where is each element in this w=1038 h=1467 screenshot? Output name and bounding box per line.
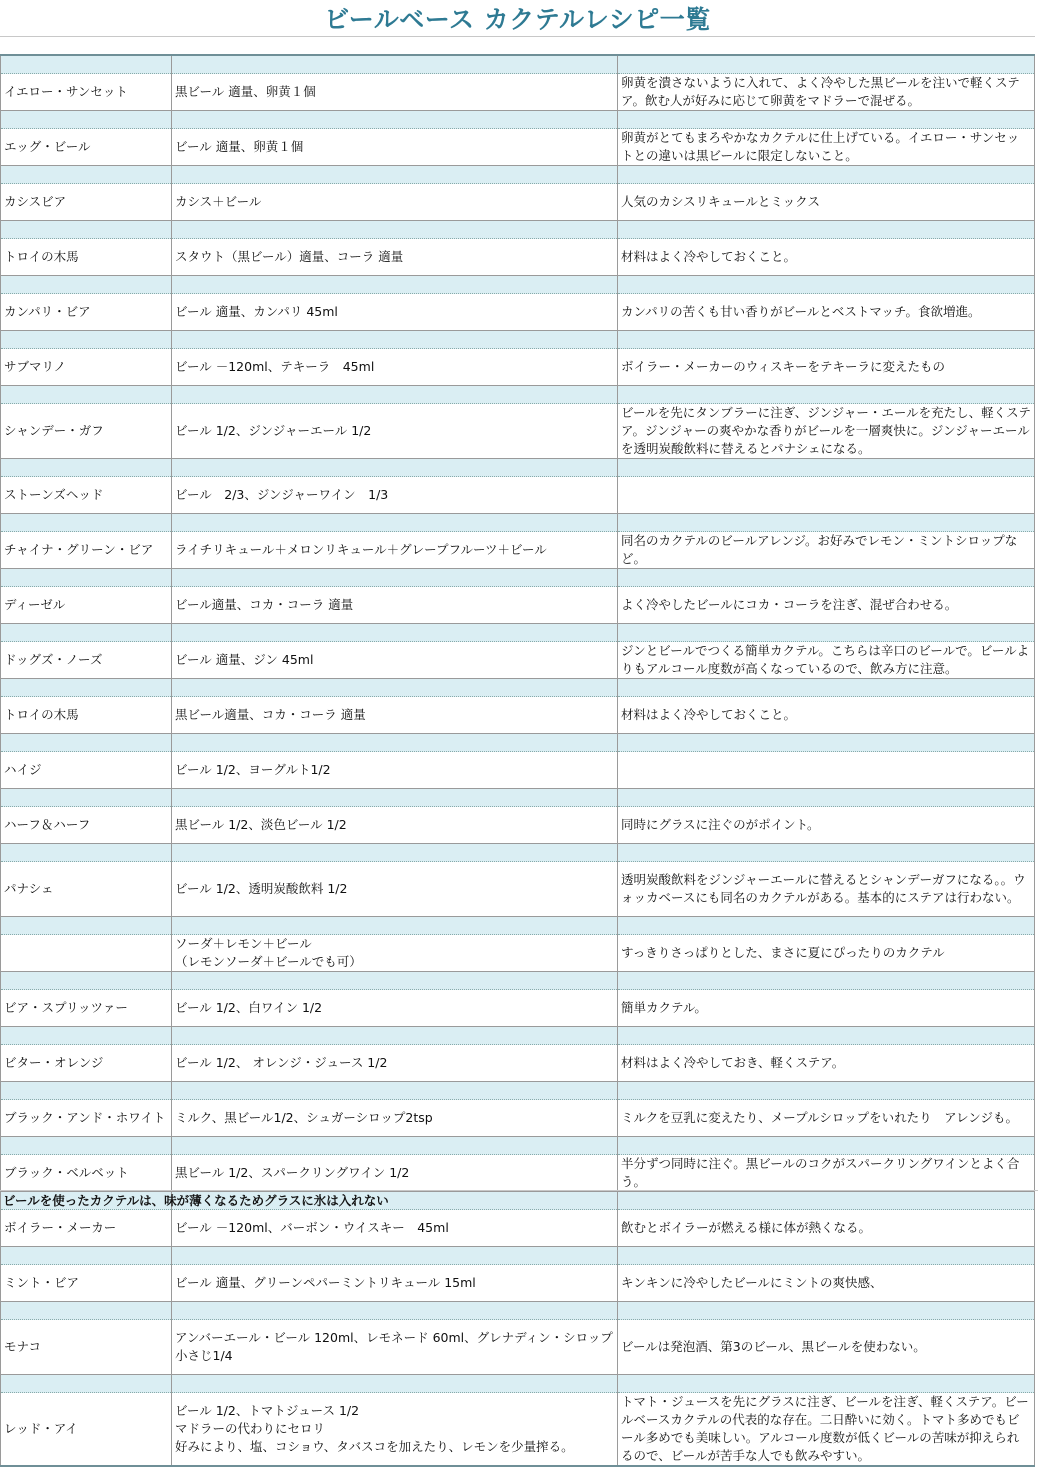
- band-row: [1, 166, 1035, 184]
- band-row: [1, 1027, 1035, 1045]
- ingredients-cell[interactable]: [172, 1393, 618, 1467]
- band-row: [1, 331, 1035, 349]
- band-row: [1, 221, 1035, 239]
- band-row: [1, 1247, 1035, 1265]
- band-cell[interactable]: [1, 1247, 172, 1265]
- description-cell[interactable]: ビールを先にタンブラーに注ぎ、ジンジャー・エールを充たし、軽くステア。ジンジャーの爽やかな香りがビールを一層爽快に。ジンジャーエールを透明炭酸飲料に替えるとパナシェになる。: [618, 404, 1035, 459]
- band-cell[interactable]: [618, 276, 1035, 294]
- band-cell[interactable]: [172, 111, 618, 129]
- band-cell[interactable]: [618, 55, 1035, 74]
- description-cell[interactable]: 透明炭酸飲料をジンジャーエールに替えるとシャンデーガフになる。。ウォッカベースにも同名のカクテルがある。基本的にステアは行わない。: [618, 862, 1035, 917]
- description-cell[interactable]: ジンとビールでつくる簡単カクテル。こちらは辛口のビールで。ビールよりもアルコール度数が高くなっているので、飲み方に注意。: [618, 642, 1035, 679]
- ingredients-text: ビール 適量、グリーンペパーミントリキュール 15ml: [175, 1275, 476, 1290]
- description-cell[interactable]: [618, 752, 1035, 789]
- description-cell[interactable]: ビールは発泡酒、第3のビール、黒ビールを使わない。: [618, 1320, 1035, 1375]
- band-cell[interactable]: [618, 1137, 1035, 1155]
- band-cell[interactable]: [172, 569, 618, 587]
- ingredients-cell[interactable]: [172, 294, 618, 331]
- band-cell[interactable]: [618, 386, 1035, 404]
- cocktail-name-cell[interactable]: ストーンズヘッド: [1, 477, 172, 514]
- band-cell[interactable]: [172, 166, 618, 184]
- cocktail-name-cell[interactable]: カシスビア: [1, 184, 172, 221]
- band-cell[interactable]: [1, 844, 172, 862]
- table-row: [1, 1265, 1035, 1302]
- band-cell[interactable]: [618, 1027, 1035, 1045]
- table-row: [1, 862, 1035, 917]
- description-cell[interactable]: 人気のカシスリキュールとミックス: [618, 184, 1035, 221]
- ingredients-cell[interactable]: [172, 807, 618, 844]
- band-row: [1, 844, 1035, 862]
- band-cell[interactable]: [1, 1302, 172, 1320]
- table-row: [1, 184, 1035, 221]
- cocktail-name-cell[interactable]: チャイナ・グリーン・ビア: [1, 532, 172, 569]
- ingredients-cell[interactable]: [172, 1045, 618, 1082]
- cocktail-name-cell[interactable]: ハイジ: [1, 752, 172, 789]
- description-cell[interactable]: 簡単カクテル。: [618, 990, 1035, 1027]
- ingredients-cell[interactable]: [172, 349, 618, 386]
- ingredients-cell[interactable]: [172, 532, 618, 569]
- band-cell[interactable]: [172, 1375, 618, 1393]
- cocktail-name-cell[interactable]: モナコ: [1, 1320, 172, 1375]
- table-row: [1, 129, 1035, 166]
- ingredients-cell[interactable]: [172, 239, 618, 276]
- band-cell[interactable]: [1, 331, 172, 349]
- band-cell[interactable]: [1, 972, 172, 990]
- ingredients-text: ビール 適量、カンパリ 45ml: [175, 304, 338, 319]
- cocktail-name-cell[interactable]: ミント・ビア: [1, 1265, 172, 1302]
- description-cell[interactable]: 同時にグラスに注ぐのがポイント。: [618, 807, 1035, 844]
- ingredients-text: カシス＋ビール: [175, 194, 262, 209]
- description-cell[interactable]: [618, 477, 1035, 514]
- description-cell[interactable]: カンパリの苦くも甘い香りがビールとベストマッチ。食欲増進。: [618, 294, 1035, 331]
- ingredients-text: ビール 1/2、白ワイン 1/2: [175, 1000, 323, 1015]
- spacer-row: [0, 1172, 1035, 1190]
- description-cell[interactable]: トマト・ジュースを先にグラスに注ぎ、ビールを注ぎ、軽くステア。ビールベースカクテルの代表的な存在。二日酔いに効く。トマト多めでもビール多めでも美味しい。アルコール度数が低くビールの苦味が抑えられるので、ビールが苦手な人でも飲みやすい。: [618, 1393, 1035, 1467]
- band-cell[interactable]: [1, 276, 172, 294]
- description-cell[interactable]: 同名のカクテルのビールアレンジ。お好みでレモン・ミントシロップなど。: [618, 532, 1035, 569]
- band-cell[interactable]: [1, 917, 172, 935]
- band-row: [1, 1137, 1035, 1155]
- table-row: [1, 1320, 1035, 1375]
- description-cell[interactable]: ボイラー・メーカーのウィスキーをテキーラに変えたもの: [618, 349, 1035, 386]
- table-row: [1, 404, 1035, 459]
- table-row: [1, 532, 1035, 569]
- band-cell[interactable]: [1, 221, 172, 239]
- table-row: [1, 74, 1035, 111]
- ingredients-cell[interactable]: [172, 990, 618, 1027]
- band-cell[interactable]: [618, 111, 1035, 129]
- band-row: [1, 1082, 1035, 1100]
- band-cell[interactable]: [1, 1027, 172, 1045]
- band-cell[interactable]: [172, 844, 618, 862]
- ingredients-cell[interactable]: [172, 404, 618, 459]
- band-cell[interactable]: [618, 569, 1035, 587]
- band-row: [1, 679, 1035, 697]
- ingredients-cell[interactable]: [172, 752, 618, 789]
- description-cell[interactable]: 卵黄がとてもまろやかなカクテルに仕上げている。イエロー・サンセットとの違いは黒ビールに限定しないこと。: [618, 129, 1035, 166]
- ingredients-text: ライチリキュール＋メロンリキュール＋グレープフルーツ＋ビール: [175, 542, 547, 557]
- cocktail-name-cell[interactable]: シャンデー・ガフ: [1, 404, 172, 459]
- band-cell[interactable]: [172, 679, 618, 697]
- band-cell[interactable]: [172, 459, 618, 477]
- band-row: [1, 624, 1035, 642]
- cocktail-name-cell[interactable]: [1, 935, 172, 972]
- description-cell[interactable]: よく冷やしたビールにコカ・コーラを注ぎ、混ぜ合わせる。: [618, 587, 1035, 624]
- band-row: [1, 1302, 1035, 1320]
- cocktail-name-cell[interactable]: パナシェ: [1, 862, 172, 917]
- ingredients-text: 黒ビール 1/2、スパークリングワイン 1/2: [175, 1165, 410, 1180]
- band-cell[interactable]: [172, 1082, 618, 1100]
- band-row: [1, 386, 1035, 404]
- page-title: ビールベース カクテルレシピ一覧: [324, 5, 711, 34]
- table-row: [1, 752, 1035, 789]
- ingredients-cell[interactable]: [172, 587, 618, 624]
- description-cell[interactable]: 材料はよく冷やしておき、軽くステア。: [618, 1045, 1035, 1082]
- band-cell[interactable]: [618, 331, 1035, 349]
- ingredients-text: 黒ビール 1/2、淡色ビール 1/2: [175, 817, 347, 832]
- band-cell[interactable]: [618, 917, 1035, 935]
- band-cell[interactable]: [172, 514, 618, 532]
- band-cell[interactable]: [1, 679, 172, 697]
- ingredients-text: ビール 1/2、透明炭酸飲料 1/2: [175, 881, 348, 896]
- band-cell[interactable]: [618, 166, 1035, 184]
- spacer-row: [0, 36, 1035, 55]
- footer-note: ビールを使ったカクテルは、味が薄くなるためグラスに氷は入れない: [0, 1190, 1038, 1210]
- cocktail-name-cell[interactable]: ビア・スプリッツァー: [1, 990, 172, 1027]
- band-cell[interactable]: [172, 1302, 618, 1320]
- band-row: [1, 459, 1035, 477]
- band-cell[interactable]: [172, 221, 618, 239]
- band-cell[interactable]: [618, 844, 1035, 862]
- band-row: [1, 55, 1035, 74]
- table-row: [1, 935, 1035, 972]
- band-cell[interactable]: [172, 972, 618, 990]
- band-cell[interactable]: [618, 221, 1035, 239]
- band-cell[interactable]: [1, 514, 172, 532]
- cocktail-name-cell[interactable]: エッグ・ビール: [1, 129, 172, 166]
- band-cell[interactable]: [618, 1247, 1035, 1265]
- cocktail-name-cell[interactable]: カンパリ・ビア: [1, 294, 172, 331]
- ingredients-cell[interactable]: [172, 1265, 618, 1302]
- ingredients-text: 黒ビール適量、コカ・コーラ 適量: [175, 707, 366, 722]
- description-cell[interactable]: 飲むとボイラーが燃える様に体が熱くなる。: [618, 1210, 1035, 1247]
- band-cell[interactable]: [618, 972, 1035, 990]
- band-cell[interactable]: [618, 734, 1035, 752]
- ingredients-cell[interactable]: [172, 1100, 618, 1137]
- band-cell[interactable]: [172, 55, 618, 74]
- ingredients-text: スタウト（黒ビール）適量、コーラ 適量: [175, 249, 404, 264]
- description-cell[interactable]: 半分ずつ同時に注ぐ。黒ビールのコクがスパークリングワインとよく合う。: [618, 1155, 1035, 1192]
- ingredients-cell[interactable]: [172, 862, 618, 917]
- description-cell[interactable]: キンキンに冷やしたビールにミントの爽快感、: [618, 1265, 1035, 1302]
- band-cell[interactable]: [172, 789, 618, 807]
- ingredients-text: ビール 適量、卵黄１個: [175, 139, 304, 154]
- band-cell[interactable]: [1, 166, 172, 184]
- cocktail-name-cell[interactable]: ディーゼル: [1, 587, 172, 624]
- band-row: [1, 569, 1035, 587]
- band-cell[interactable]: [618, 789, 1035, 807]
- ingredients-text: ビール －120ml、テキーラ 45ml: [175, 359, 375, 374]
- band-cell[interactable]: [1, 1137, 172, 1155]
- table-row: [1, 642, 1035, 679]
- band-cell[interactable]: [172, 734, 618, 752]
- table-row: [1, 349, 1035, 386]
- description-cell[interactable]: 材料はよく冷やしておくこと。: [618, 697, 1035, 734]
- band-cell[interactable]: [618, 1082, 1035, 1100]
- band-row: [1, 111, 1035, 129]
- band-cell[interactable]: [1, 624, 172, 642]
- cocktail-name-cell[interactable]: ブラック・アンド・ホワイト: [1, 1100, 172, 1137]
- ingredients-text: ビール 1/2、トマトジュース 1/2 マドラーの代わりにセロリ 好みにより、塩、コショウ、タバスコを加えたり、レモンを少量搾る。: [175, 1403, 574, 1454]
- ingredients-text: ビール 1/2、ヨーグルト1/2: [175, 762, 331, 777]
- cocktail-name-cell[interactable]: サブマリノ: [1, 349, 172, 386]
- band-cell[interactable]: [1, 1375, 172, 1393]
- table-row: [1, 1100, 1035, 1137]
- band-cell[interactable]: [618, 1302, 1035, 1320]
- ingredients-text: ソーダ＋レモン＋ビール （レモンソーダ＋ビールでも可）: [175, 936, 362, 969]
- band-cell[interactable]: [618, 514, 1035, 532]
- band-row: [1, 972, 1035, 990]
- ingredients-cell[interactable]: [172, 184, 618, 221]
- ingredients-cell[interactable]: [172, 697, 618, 734]
- ingredients-cell[interactable]: [172, 935, 618, 972]
- ingredients-text: ビール 適量、ジン 45ml: [175, 652, 314, 667]
- ingredients-text: ビール －120ml、バーボン・ウイスキー 45ml: [175, 1220, 449, 1235]
- ingredients-text: ビール 1/2、ジンジャーエール 1/2: [175, 423, 372, 438]
- band-cell[interactable]: [1, 386, 172, 404]
- band-cell[interactable]: [1, 734, 172, 752]
- recipe-table: [0, 54, 1035, 1467]
- ingredients-text: 黒ビール 適量、卵黄１個: [175, 84, 316, 99]
- description-cell[interactable]: ミルクを豆乳に変えたり、メープルシロップをいれたり アレンジも。: [618, 1100, 1035, 1137]
- band-cell[interactable]: [618, 1375, 1035, 1393]
- ingredients-cell[interactable]: [172, 1320, 626, 1375]
- band-cell[interactable]: [172, 1247, 618, 1265]
- description-cell[interactable]: すっきりさっぱりとした、まさに夏にぴったりのカクテル: [618, 935, 1035, 972]
- cocktail-name-cell[interactable]: ビター・オレンジ: [1, 1045, 172, 1082]
- cocktail-name-cell[interactable]: トロイの木馬: [1, 697, 172, 734]
- band-cell[interactable]: [172, 1027, 618, 1045]
- table-row: [1, 807, 1035, 844]
- band-cell[interactable]: [172, 276, 618, 294]
- table-row: [1, 1393, 1035, 1467]
- band-cell[interactable]: [172, 1137, 618, 1155]
- band-cell[interactable]: [618, 459, 1035, 477]
- cocktail-name-cell[interactable]: ハーフ＆ハーフ: [1, 807, 172, 844]
- ingredients-text: ビール 2/3、ジンジャーワイン 1/3: [175, 487, 389, 502]
- band-cell[interactable]: [1, 459, 172, 477]
- ingredients-cell[interactable]: [172, 129, 618, 166]
- table-row: [1, 697, 1035, 734]
- cocktail-name-cell[interactable]: ブラック・ベルベット: [1, 1155, 172, 1192]
- table-row: [1, 239, 1035, 276]
- table-row: [1, 1045, 1035, 1082]
- ingredients-cell[interactable]: [172, 477, 618, 514]
- table-row: [1, 587, 1035, 624]
- band-cell[interactable]: [172, 331, 618, 349]
- band-cell[interactable]: [172, 624, 618, 642]
- ingredients-text: ビール 1/2、 オレンジ・ジュース 1/2: [175, 1055, 388, 1070]
- band-row: [1, 514, 1035, 532]
- cocktail-name-cell[interactable]: イエロー・サンセット: [1, 74, 172, 111]
- ingredients-text: アンバーエール・ビール 120ml、レモネード 60ml、グレナディン・シロップ 小さじ1/4: [175, 1330, 626, 1363]
- band-row: [1, 276, 1035, 294]
- table-row: [1, 990, 1035, 1027]
- cocktail-name-cell[interactable]: ドッグズ・ノーズ: [1, 642, 172, 679]
- band-cell[interactable]: [618, 624, 1035, 642]
- cocktail-name-cell[interactable]: レッド・アイ: [1, 1393, 172, 1467]
- band-cell[interactable]: [1, 1082, 172, 1100]
- ingredients-text: ビール適量、コカ・コーラ 適量: [175, 597, 354, 612]
- band-cell[interactable]: [172, 386, 618, 404]
- cocktail-name-cell[interactable]: トロイの木馬: [1, 239, 172, 276]
- ingredients-cell[interactable]: [172, 642, 618, 679]
- ingredients-cell[interactable]: [172, 1210, 618, 1247]
- band-cell[interactable]: [172, 917, 618, 935]
- band-row: [1, 917, 1035, 935]
- band-row: [1, 789, 1035, 807]
- table-row: [1, 477, 1035, 514]
- band-row: [1, 734, 1035, 752]
- table-row: [1, 294, 1035, 331]
- description-cell[interactable]: 材料はよく冷やしておくこと。: [618, 239, 1035, 276]
- ingredients-text: ミルク、黒ビール1/2、シュガーシロップ2tsp: [175, 1110, 433, 1125]
- band-cell[interactable]: [1, 569, 172, 587]
- ingredients-cell[interactable]: [172, 74, 618, 111]
- band-cell[interactable]: [1, 111, 172, 129]
- description-cell[interactable]: 卵黄を潰さないように入れて、よく冷やした黒ビールを注いで軽くステア。飲む人が好みに応じて卵黄をマドラーで混ぜる。: [618, 74, 1035, 111]
- band-cell[interactable]: [1, 55, 172, 74]
- cocktail-name-cell[interactable]: ボイラー・メーカー: [1, 1210, 172, 1247]
- band-cell[interactable]: [1, 789, 172, 807]
- table-row: [1, 1210, 1035, 1247]
- band-cell[interactable]: [618, 679, 1035, 697]
- band-row: [1, 1375, 1035, 1393]
